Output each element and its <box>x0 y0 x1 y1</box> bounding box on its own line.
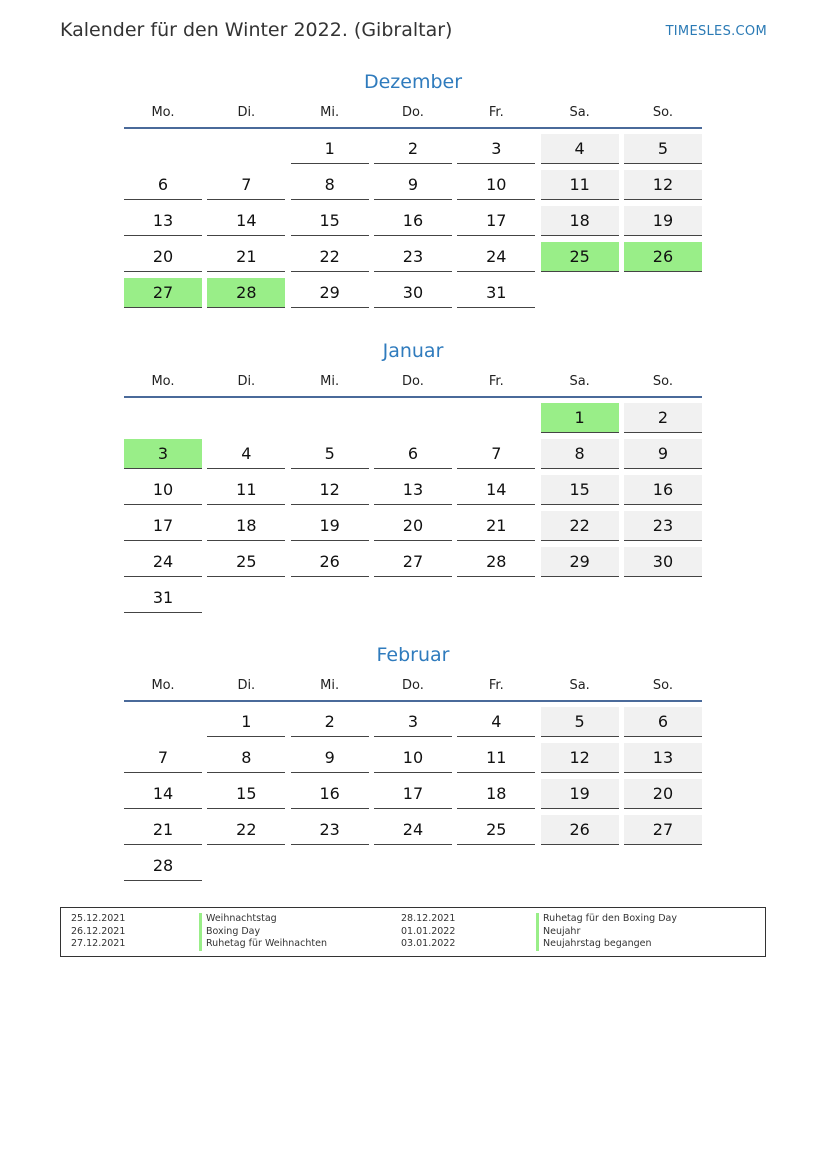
legend-names-col-2 <box>536 913 677 951</box>
day-grid <box>124 403 702 619</box>
day-cell: 28 <box>124 851 202 881</box>
day-cell: 24 <box>124 547 202 577</box>
day-cell: 18 <box>207 511 285 541</box>
weekday-header <box>124 374 702 396</box>
day-cell: 18 <box>541 206 619 236</box>
empty-cell <box>124 134 202 164</box>
day-cell: 21 <box>207 242 285 272</box>
day-cell: 22 <box>207 815 285 845</box>
weekday-header <box>124 678 702 700</box>
legend-dates-col-1 <box>71 913 125 951</box>
holiday-day-cell: 3 <box>124 439 202 469</box>
day-cell: 4 <box>207 439 285 469</box>
day-cell: 9 <box>374 170 452 200</box>
day-cell: 11 <box>541 170 619 200</box>
page-title: Kalender für den Winter 2022. (Gibraltar) <box>60 19 453 41</box>
day-cell: 27 <box>624 815 702 845</box>
empty-cell <box>291 403 369 433</box>
day-cell: 7 <box>457 439 535 469</box>
day-cell: 31 <box>124 583 202 613</box>
day-cell: 8 <box>207 743 285 773</box>
day-cell: 19 <box>624 206 702 236</box>
holiday-day-cell: 28 <box>207 278 285 308</box>
legend-date: 26.12.2021 <box>71 925 126 937</box>
weekday-label: Mo. <box>151 678 175 693</box>
weekday-label: Fr. <box>488 678 504 693</box>
day-cell: 29 <box>291 278 369 308</box>
day-cell: 19 <box>541 779 619 809</box>
day-cell: 10 <box>457 170 535 200</box>
weekday-label: Sa. <box>569 678 590 693</box>
day-cell: 26 <box>541 815 619 845</box>
weekday-label: So. <box>652 374 674 389</box>
day-cell: 10 <box>124 475 202 505</box>
month-title: Dezember <box>363 71 463 93</box>
day-cell: 8 <box>541 439 619 469</box>
weekday-label: Mo. <box>151 105 175 120</box>
day-cell: 3 <box>457 134 535 164</box>
day-cell: 6 <box>624 707 702 737</box>
day-cell: 17 <box>374 779 452 809</box>
day-cell: 11 <box>207 475 285 505</box>
day-cell: 1 <box>291 134 369 164</box>
weekday-label: Mi. <box>320 374 340 389</box>
day-cell: 2 <box>624 403 702 433</box>
day-cell: 14 <box>207 206 285 236</box>
weekday-label: Sa. <box>569 374 590 389</box>
day-cell: 2 <box>374 134 452 164</box>
empty-cell <box>124 707 202 737</box>
day-cell: 24 <box>457 242 535 272</box>
day-cell: 5 <box>541 707 619 737</box>
day-cell: 8 <box>291 170 369 200</box>
day-cell: 7 <box>207 170 285 200</box>
day-cell: 29 <box>541 547 619 577</box>
day-cell: 13 <box>124 206 202 236</box>
header-rule <box>124 700 702 702</box>
month-calendar-februar <box>124 643 702 887</box>
day-grid <box>124 707 702 887</box>
day-cell: 27 <box>374 547 452 577</box>
legend-holiday-name: Neujahrstag begangen <box>536 938 677 951</box>
legend-date: 25.12.2021 <box>71 913 126 924</box>
legend-holiday-name: Ruhetag für den Boxing Day <box>536 913 677 926</box>
day-cell: 22 <box>541 511 619 541</box>
month-title: Januar <box>382 340 444 362</box>
empty-cell <box>207 403 285 433</box>
weekday-header <box>124 105 702 127</box>
month-calendar-januar <box>124 339 702 619</box>
day-cell: 19 <box>291 511 369 541</box>
day-cell: 25 <box>457 815 535 845</box>
day-cell: 9 <box>291 743 369 773</box>
brand-link[interactable]: TIMESLES.COM <box>665 24 767 39</box>
day-cell: 13 <box>624 743 702 773</box>
weekday-label: Do. <box>402 678 424 693</box>
day-cell: 21 <box>124 815 202 845</box>
holiday-day-cell: 1 <box>541 403 619 433</box>
legend-holiday-name: Boxing Day <box>199 926 327 939</box>
day-cell: 16 <box>374 206 452 236</box>
header-rule <box>124 127 702 129</box>
day-cell: 25 <box>207 547 285 577</box>
weekday-label: Sa. <box>569 105 590 120</box>
day-cell: 14 <box>457 475 535 505</box>
weekday-label: Mi. <box>320 678 340 693</box>
day-cell: 2 <box>291 707 369 737</box>
empty-cell <box>374 403 452 433</box>
day-cell: 31 <box>457 278 535 308</box>
day-cell: 30 <box>624 547 702 577</box>
day-cell: 12 <box>624 170 702 200</box>
day-cell: 28 <box>457 547 535 577</box>
header-rule <box>124 396 702 398</box>
weekday-label: Do. <box>402 105 424 120</box>
weekday-label: So. <box>652 678 674 693</box>
month-calendar-dezember <box>124 70 702 314</box>
day-cell: 4 <box>541 134 619 164</box>
holiday-day-cell: 27 <box>124 278 202 308</box>
day-cell: 16 <box>291 779 369 809</box>
day-cell: 4 <box>457 707 535 737</box>
day-cell: 24 <box>374 815 452 845</box>
weekday-label: Mi. <box>320 105 340 120</box>
legend-date: 01.01.2022 <box>401 925 456 937</box>
legend-dates-col-2 <box>401 913 455 951</box>
weekday-label: So. <box>652 105 674 120</box>
month-title: Februar <box>376 644 450 666</box>
legend-date: 27.12.2021 <box>71 938 126 949</box>
holiday-day-cell: 26 <box>624 242 702 272</box>
legend-holiday-name: Weihnachtstag <box>199 913 327 926</box>
day-cell: 5 <box>624 134 702 164</box>
day-cell: 9 <box>624 439 702 469</box>
weekday-label: Do. <box>402 374 424 389</box>
day-cell: 26 <box>291 547 369 577</box>
day-cell: 15 <box>541 475 619 505</box>
day-cell: 15 <box>207 779 285 809</box>
day-cell: 1 <box>207 707 285 737</box>
day-cell: 15 <box>291 206 369 236</box>
weekday-label: Di. <box>237 678 256 693</box>
day-cell: 10 <box>374 743 452 773</box>
day-cell: 23 <box>291 815 369 845</box>
weekday-label: Di. <box>237 105 256 120</box>
day-cell: 23 <box>374 242 452 272</box>
day-cell: 13 <box>374 475 452 505</box>
day-cell: 30 <box>374 278 452 308</box>
weekday-label: Fr. <box>488 105 504 120</box>
day-cell: 3 <box>374 707 452 737</box>
day-cell: 21 <box>457 511 535 541</box>
empty-cell <box>457 403 535 433</box>
day-cell: 20 <box>624 779 702 809</box>
empty-cell <box>124 403 202 433</box>
day-cell: 7 <box>124 743 202 773</box>
legend-date: 28.12.2021 <box>401 913 456 924</box>
day-cell: 17 <box>124 511 202 541</box>
day-cell: 12 <box>541 743 619 773</box>
day-cell: 5 <box>291 439 369 469</box>
weekday-label: Mo. <box>151 374 175 389</box>
day-cell: 20 <box>124 242 202 272</box>
day-cell: 6 <box>124 170 202 200</box>
day-cell: 6 <box>374 439 452 469</box>
weekday-label: Di. <box>237 374 256 389</box>
day-cell: 12 <box>291 475 369 505</box>
day-cell: 14 <box>124 779 202 809</box>
day-cell: 16 <box>624 475 702 505</box>
legend-date: 03.01.2022 <box>401 938 456 949</box>
day-cell: 20 <box>374 511 452 541</box>
legend-holiday-name: Ruhetag für Weihnachten <box>199 938 327 951</box>
day-cell: 23 <box>624 511 702 541</box>
day-cell: 17 <box>457 206 535 236</box>
day-grid <box>124 134 702 314</box>
day-cell: 18 <box>457 779 535 809</box>
weekday-label: Fr. <box>488 374 504 389</box>
legend-names-col-1 <box>199 913 327 951</box>
holiday-day-cell: 25 <box>541 242 619 272</box>
holiday-legend <box>60 907 766 957</box>
day-cell: 11 <box>457 743 535 773</box>
legend-holiday-name: Neujahr <box>536 926 677 939</box>
empty-cell <box>207 134 285 164</box>
day-cell: 22 <box>291 242 369 272</box>
